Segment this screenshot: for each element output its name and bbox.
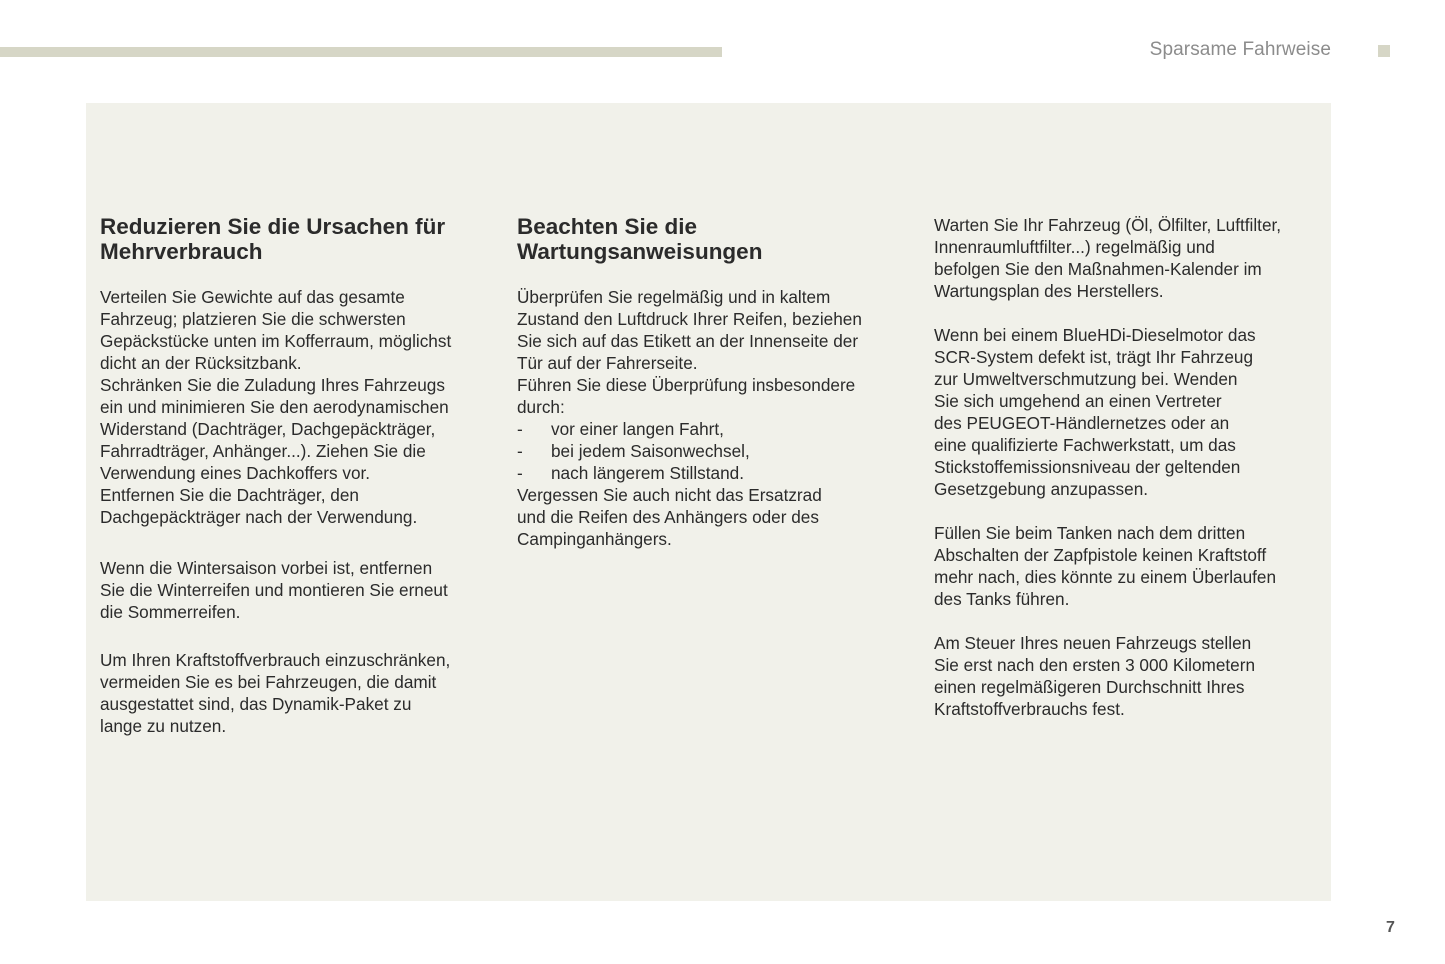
- heading-reduce-causes: Reduzieren Sie die Ursachen für Mehrverbrauch: [100, 214, 446, 264]
- paragraph-distribute-weight: Verteilen Sie Gewichte auf das gesamte Fahrzeug; platzieren Sie die schwersten Gepäckstücke unten im Kofferraum, möglichst dicht an der Rücksitzbank. Schränken Sie die Zuladung Ihres Fahrzeugs ein und minimieren Sie den aerodynamischen Widerstand (Dachträger, Dachgepäckträger, Fahrradträger, Anhänger...). Ziehen Sie die Verwendung eines Dachkoffers vor. Entfernen Sie die Dachträger, den Dachgepäckträger nach der Verwendung.: [100, 287, 452, 527]
- paragraph-refuelling: Füllen Sie beim Tanken nach dem dritten Abschalten der Zapfpistole keinen Kraftstoff mehr nach, dies könnte zu einem Überlaufen des Tanks führen.: [934, 523, 1277, 609]
- heading-maintenance: Beachten Sie die Wartungsanweisungen: [517, 214, 763, 264]
- list-item: - bei jedem Saisonwechsel,: [517, 441, 750, 461]
- column-middle: [517, 214, 912, 550]
- content-panel: [86, 103, 1331, 901]
- column-left: [100, 214, 495, 737]
- section-marker-square: [1378, 45, 1390, 57]
- list-item: - nach längerem Stillstand.: [517, 463, 744, 483]
- list-item: - vor einer langen Fahrt,: [517, 419, 724, 439]
- bullet-dash: -: [517, 419, 523, 439]
- bullet-dash: -: [517, 463, 523, 483]
- paragraph-service-vehicle: Warten Sie Ihr Fahrzeug (Öl, Ölfilter, Luftfilter, Innenraumluftfilter...) regelmäßig und befolgen Sie den Maßnahmen-Kalender im Wartungsplan des Herstellers.: [934, 215, 1282, 301]
- bullet-dash: -: [517, 441, 523, 461]
- paragraph-scr-system: Wenn bei einem BlueHDi-Dieselmotor das SCR-System defekt ist, trägt Ihr Fahrzeug zur Umweltverschmutzung bei. Wenden Sie sich umgehend an einen Vertreter des PEUGEOT-Händlernetzes oder an eine qualifizierte Fachwerkstatt, um das Stickstoffemissionsniveau der geltenden Gesetzgebung anzupassen.: [934, 325, 1256, 499]
- page-number: 7: [1386, 919, 1395, 936]
- paragraph-spare-wheel: Vergessen Sie auch nicht das Ersatzrad und die Reifen des Anhängers oder des Campinganhängers.: [517, 485, 822, 549]
- header-accent-bar: [0, 47, 722, 57]
- paragraph-tyre-pressure: Überprüfen Sie regelmäßig und in kaltem Zustand den Luftdruck Ihrer Reifen, beziehen Sie sich auf das Etikett an der Innenseite der Tür auf der Fahrerseite. Führen Sie diese Überprüfung insbesondere durch:: [517, 287, 862, 417]
- paragraph-running-in: Am Steuer Ihres neuen Fahrzeugs stellen Sie erst nach den ersten 3 000 Kilometern einen regelmäßigeren Durchschnitt Ihres Kraftstoffverbrauchs fest.: [934, 633, 1256, 719]
- paragraph-dynamic-pack: Um Ihren Kraftstoffverbrauch einzuschränken, vermeiden Sie es bei Fahrzeugen, die damit ausgestattet sind, das Dynamik-Paket zu lange zu nutzen.: [100, 650, 451, 736]
- section-title: Sparsame Fahrweise: [1149, 39, 1331, 60]
- paragraph-winter-tyres: Wenn die Wintersaison vorbei ist, entfernen Sie die Winterreifen und montieren Sie erneut die Sommerreifen.: [100, 558, 448, 622]
- column-right: [934, 214, 1326, 720]
